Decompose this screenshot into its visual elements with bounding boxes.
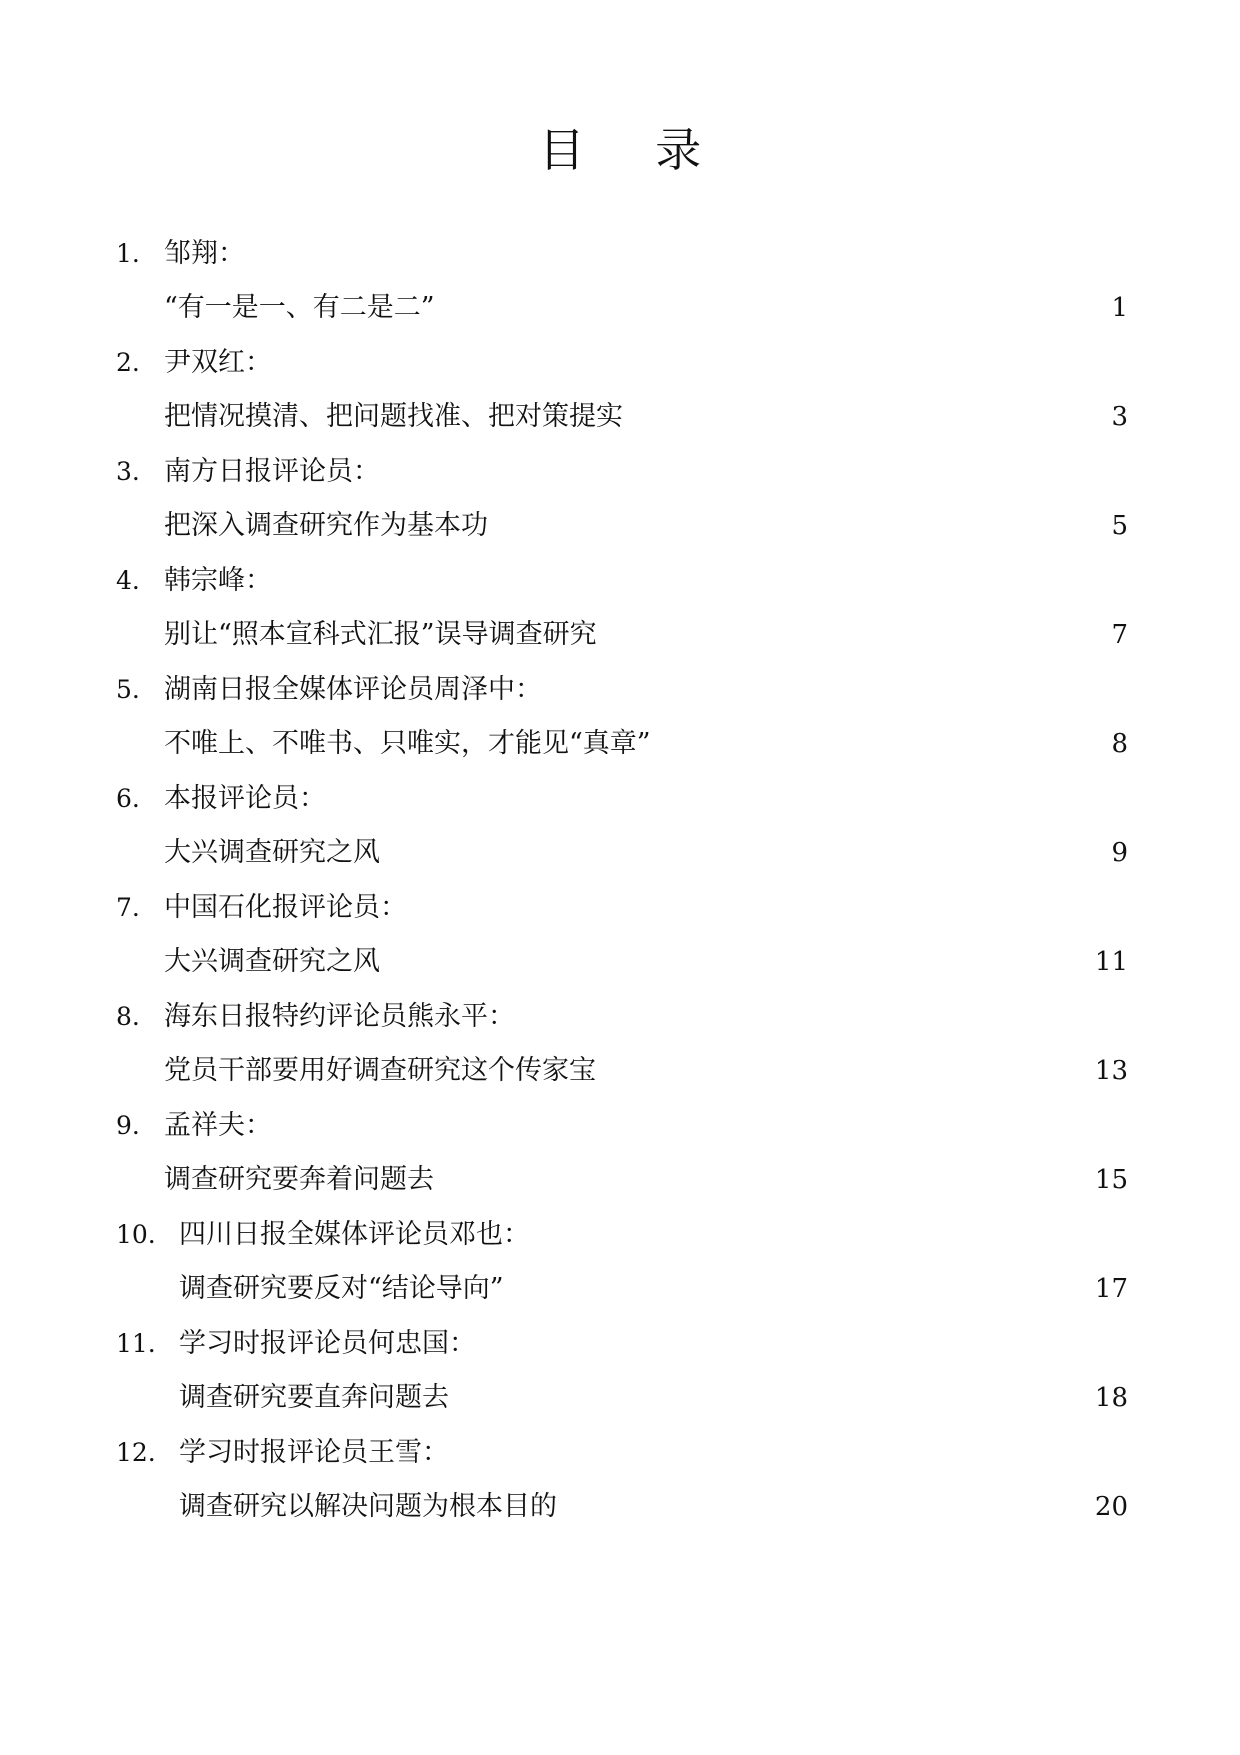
entry-author: 本报评论员： [164, 783, 326, 814]
entry-number: 9. [116, 1111, 140, 1140]
entry-page-number: 20 [1094, 1492, 1128, 1522]
entry-author: 四川日报全媒体评论员邓也： [179, 1219, 530, 1250]
entry-page-number: 11 [1094, 947, 1128, 977]
entry-number: 5. [116, 675, 140, 704]
entry-page-number: 18 [1094, 1383, 1128, 1413]
entry-page-number: 3 [1111, 402, 1128, 432]
entry-heading: “有一是一、有二是二” [164, 292, 435, 323]
entry-author: 湖南日报全媒体评论员周泽中： [164, 674, 542, 705]
entry-number: 12. [116, 1438, 156, 1467]
toc-entry[interactable] [0, 561, 1240, 670]
entry-page-number: 7 [1111, 620, 1128, 650]
entry-number: 2. [116, 348, 140, 377]
toc-entry[interactable] [0, 997, 1240, 1106]
entry-number: 11. [116, 1329, 156, 1358]
entry-page-number: 17 [1094, 1274, 1128, 1304]
entry-author: 南方日报评论员： [164, 456, 380, 487]
entry-author: 学习时报评论员何忠国： [179, 1328, 476, 1359]
entry-author: 邹翔： [164, 238, 245, 269]
entry-number: 7. [116, 893, 140, 922]
entry-heading: 调查研究要奔着问题去 [164, 1164, 434, 1195]
entry-heading: 把情况摸清、把问题找准、把对策提实 [164, 401, 623, 432]
toc-entry[interactable] [0, 779, 1240, 888]
entry-heading: 大兴调查研究之风 [164, 837, 380, 868]
entry-author: 学习时报评论员王雪： [179, 1437, 449, 1468]
toc-entry[interactable] [0, 1215, 1240, 1324]
toc-entry[interactable] [0, 1433, 1240, 1542]
toc-entry[interactable] [0, 670, 1240, 779]
page-title: 目 录 [538, 123, 730, 177]
entry-number: 4. [116, 566, 140, 595]
entry-heading: 大兴调查研究之风 [164, 946, 380, 977]
toc-entry[interactable] [0, 234, 1240, 343]
entry-author: 中国石化报评论员： [164, 892, 407, 923]
entry-heading: 调查研究以解决问题为根本目的 [179, 1491, 557, 1522]
toc-entry[interactable] [0, 1324, 1240, 1433]
entry-author: 尹双红： [164, 347, 272, 378]
entry-number: 6. [116, 784, 140, 813]
entry-author: 海东日报特约评论员熊永平： [164, 1001, 515, 1032]
entry-page-number: 15 [1094, 1165, 1128, 1195]
entry-page-number: 5 [1111, 511, 1128, 541]
entry-author: 孟祥夫： [164, 1110, 272, 1141]
table-of-contents [0, 234, 1240, 1542]
toc-entry[interactable] [0, 1106, 1240, 1215]
entry-page-number: 8 [1111, 729, 1128, 759]
entry-heading: 调查研究要直奔问题去 [179, 1382, 449, 1413]
entry-page-number: 1 [1111, 293, 1128, 323]
entry-heading: 别让“照本宣科式汇报”误导调查研究 [164, 619, 597, 650]
toc-entry[interactable] [0, 452, 1240, 561]
entry-heading: 不唯上、不唯书、只唯实，才能见“真章” [164, 728, 651, 759]
toc-entry[interactable] [0, 888, 1240, 997]
entry-number: 3. [116, 457, 140, 486]
entry-heading: 把深入调查研究作为基本功 [164, 510, 488, 541]
entry-number: 8. [116, 1002, 140, 1031]
entry-number: 1. [116, 239, 140, 268]
entry-heading: 调查研究要反对“结论导向” [179, 1273, 504, 1304]
entry-page-number: 9 [1111, 838, 1128, 868]
entry-heading: 党员干部要用好调查研究这个传家宝 [164, 1055, 596, 1086]
toc-entry[interactable] [0, 343, 1240, 452]
entry-number: 10. [116, 1220, 156, 1249]
entry-author: 韩宗峰： [164, 565, 272, 596]
entry-page-number: 13 [1094, 1056, 1128, 1086]
